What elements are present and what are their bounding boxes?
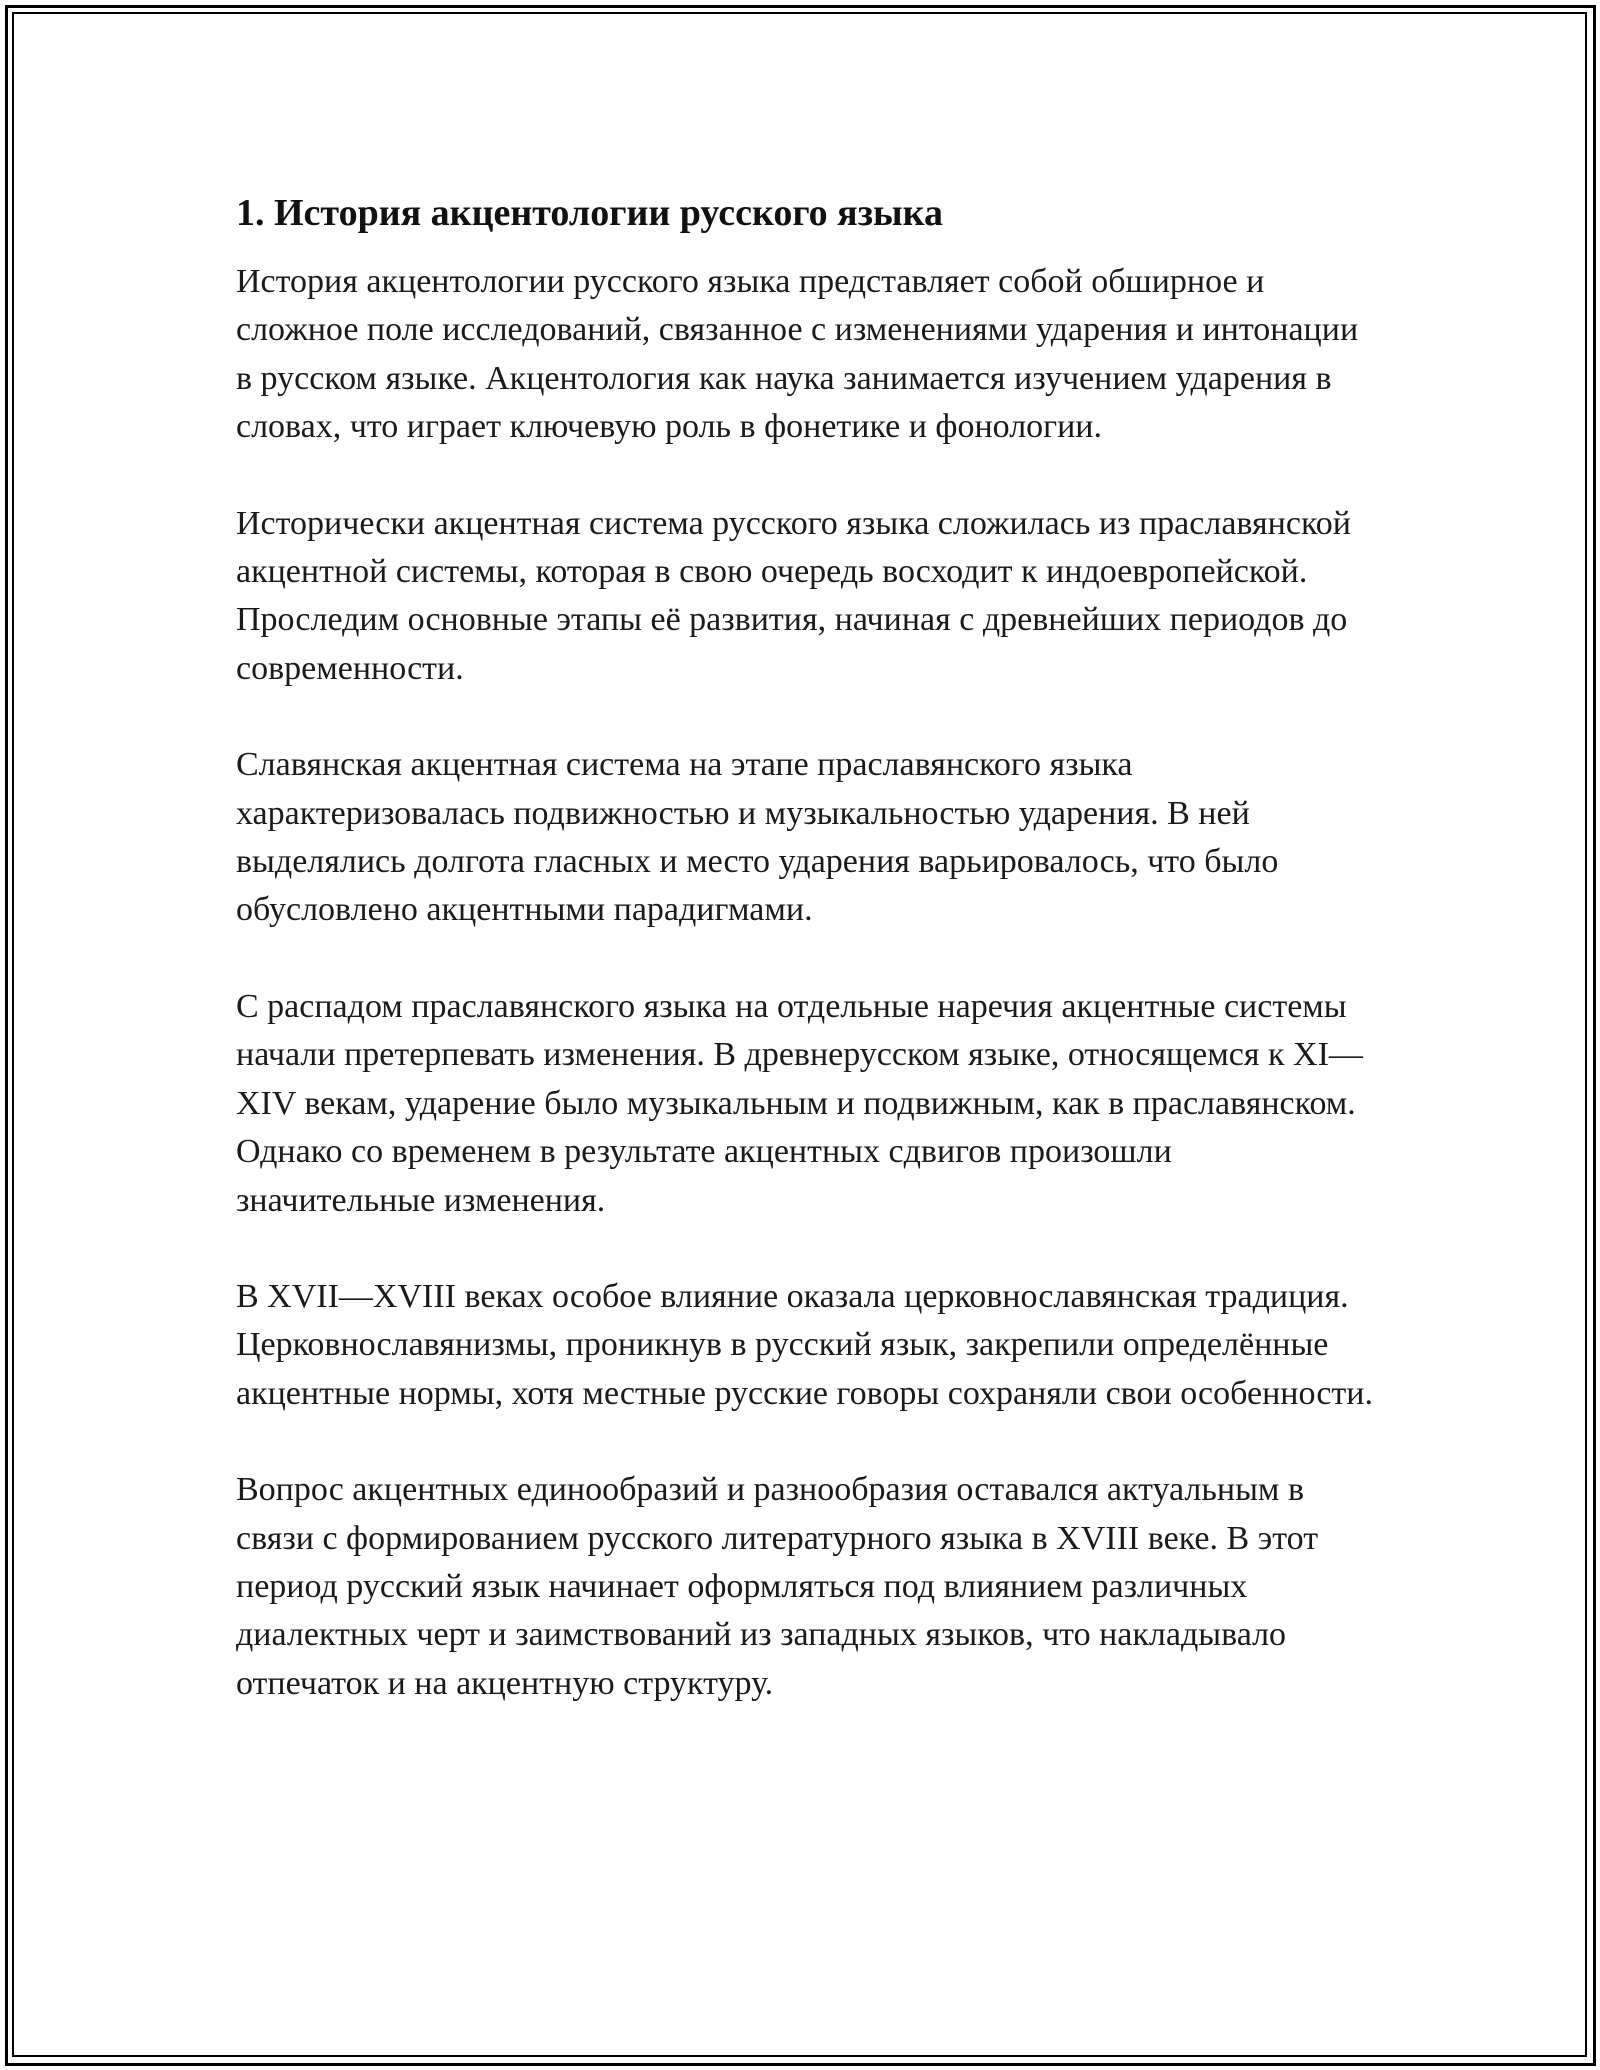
paragraph-3: Славянская акцентная система на этапе праславянского языка характеризовалась подвижностью и музыкальностью ударения. В ней выделялись долгота гласных и место ударения варьировалось, что было обусловлено акцентными парадигмами.: [236, 746, 1279, 929]
paragraph-6: Вопрос акцентных единообразий и разнообразия оставался актуальным в связи с формированием русского литературного языка в XVIII веке. В этот период русский язык начинает оформляться под влиянием различных диалектных черт и заимствований из западных языков, что накладывало отпечаток и на акцентную структуру.: [236, 1471, 1319, 1702]
paragraph-4: С распадом праславянского языка на отдельные наречия акцентные системы начали претерпевать изменения. В древнерусском языке, относящемся к XI—XIV векам, ударение было музыкальным и подвижным, как в праславянском. Однако со временем в результате акцентных сдвигов произошли значительные изменения.: [236, 987, 1363, 1219]
document-body: [236, 188, 1376, 1756]
section-heading: 1. История акцентологии русского языка: [236, 192, 943, 234]
paragraph-2: Исторически акцентная система русского языка сложилась из праславянской акцентной системы, которая в свою очередь восходит к индоевропейской. Проследим основные этапы её развития, начиная с древнейших периодов до современности.: [236, 504, 1351, 687]
paragraph-1: История акцентологии русского языка представляет собой обширное и сложное поле исследований, связанное с изменениями ударения и интонации в русском языке. Акцентология как наука занимается изучением ударения в словах, что играет ключевую роль в фонетике и фонологии.: [236, 263, 1359, 446]
paragraph-5: В XVII—XVIII веках особое влияние оказала церковнославянская традиция. Церковнославянизмы, проникнув в русский язык, закрепили определённые акцентные нормы, хотя местные русские говоры сохраняли свои особенности.: [236, 1277, 1373, 1412]
